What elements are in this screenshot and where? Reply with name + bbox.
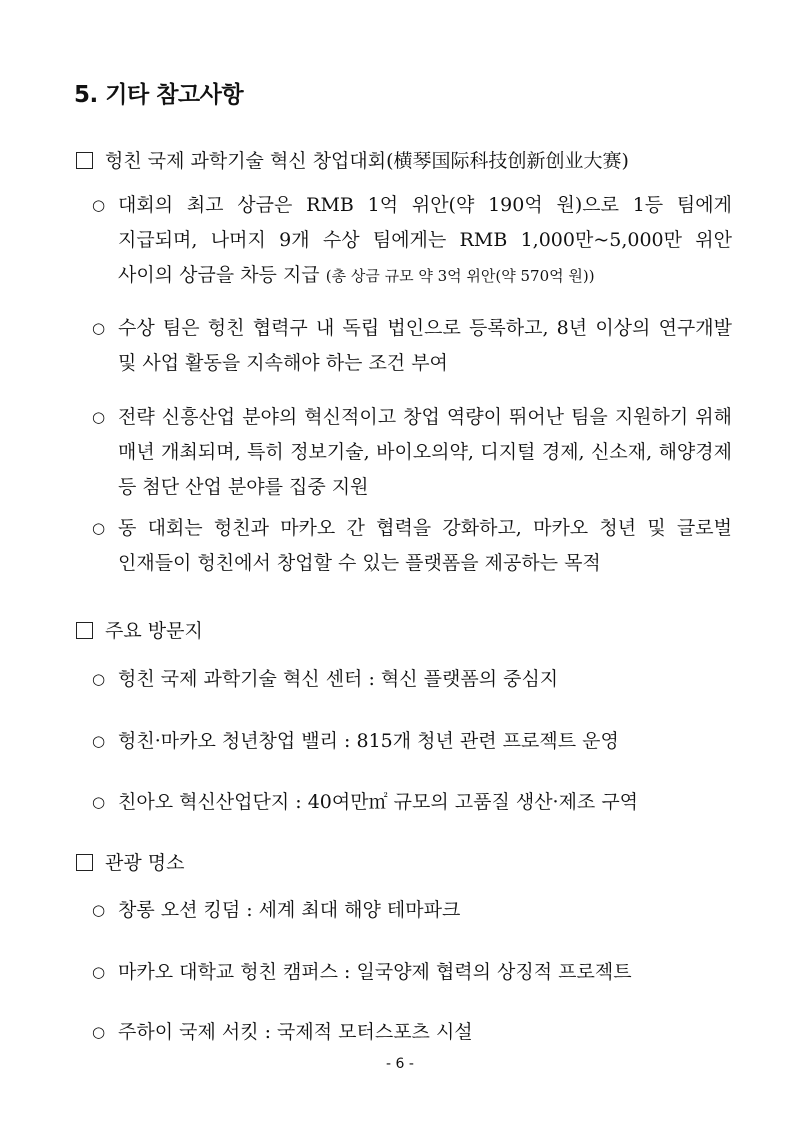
section-header [76,616,203,643]
list-item [92,188,732,294]
list-item [92,893,732,928]
list-item-text: 친아오 혁신산업단지 : 40여만㎡ 규모의 고품질 생산·제조 구역 [118,791,639,813]
list-item [92,662,732,697]
square-bullet-icon [76,152,93,169]
list-item [92,785,732,820]
list-item [92,511,732,581]
square-bullet-icon [76,854,93,871]
list-item-text: 헝친 국제 과학기술 혁신 센터 : 혁신 플랫폼의 중심지 [118,668,559,690]
list-item [92,955,732,990]
list-item [92,311,732,381]
circle-bullet-icon: ○ [92,408,106,426]
list-item-text: 수상 팀은 헝친 협력구 내 독립 법인으로 등록하고, 8년 이상의 연구개발 및 사업 활동을 지속해야 하는 조건 부여 [118,317,732,374]
circle-bullet-icon: ○ [92,732,106,750]
list-item [92,1015,732,1050]
square-bullet-icon [76,622,93,639]
circle-bullet-icon: ○ [92,196,106,214]
section-header-label: 관광 명소 [105,852,185,874]
circle-bullet-icon: ○ [92,670,106,688]
section-header-label: 주요 방문지 [105,620,203,642]
list-item-text: 동 대회는 헝친과 마카오 간 협력을 강화하고, 마카오 청년 및 글로벌 인재들이 헝친에서 창업할 수 있는 플랫폼을 제공하는 목적 [118,517,732,574]
list-item [92,400,732,505]
circle-bullet-icon: ○ [92,1023,106,1041]
circle-bullet-icon: ○ [92,793,106,811]
section-heading: 5. 기타 참고사항 [74,82,244,108]
section-header [76,848,184,875]
list-item-note: (총 상금 규모 약 3억 위안(약 570억 원)) [325,267,595,285]
circle-bullet-icon: ○ [92,319,106,337]
circle-bullet-icon: ○ [92,519,106,537]
list-item-text: 주하이 국제 서킷 : 국제적 모터스포츠 시설 [118,1021,473,1043]
list-item-text: 창롱 오션 킹덤 : 세계 최대 해양 테마파크 [118,899,461,921]
page-number: - 6 - [386,1056,414,1072]
section-header [76,146,629,173]
list-item [92,724,732,759]
circle-bullet-icon: ○ [92,963,106,981]
list-item-text: 헝친·마카오 청년창업 밸리 : 815개 청년 관련 프로젝트 운영 [118,730,619,752]
section-header-label: 헝친 국제 과학기술 혁신 창업대회(横琴国际科技创新创业大赛) [105,150,629,172]
list-item-text: 대회의 최고 상금은 RMB 1억 위안(약 190억 원)으로 1등 팀에게 지급되며, 나머지 9개 수상 팀에게는 RMB 1,000만~5,000만 위안 사이의 상금을 차등 지급 [118,194,732,286]
circle-bullet-icon: ○ [92,901,106,919]
list-item-text: 전략 신흥산업 분야의 혁신적이고 창업 역량이 뛰어난 팀을 지원하기 위해 매년 개최되며, 특히 정보기술, 바이오의약, 디지털 경제, 신소재, 해양경제 등 첨단 산업 분야를 집중 지원 [118,406,732,498]
list-item-text: 마카오 대학교 헝친 캠퍼스 : 일국양제 협력의 상징적 프로젝트 [118,961,632,983]
